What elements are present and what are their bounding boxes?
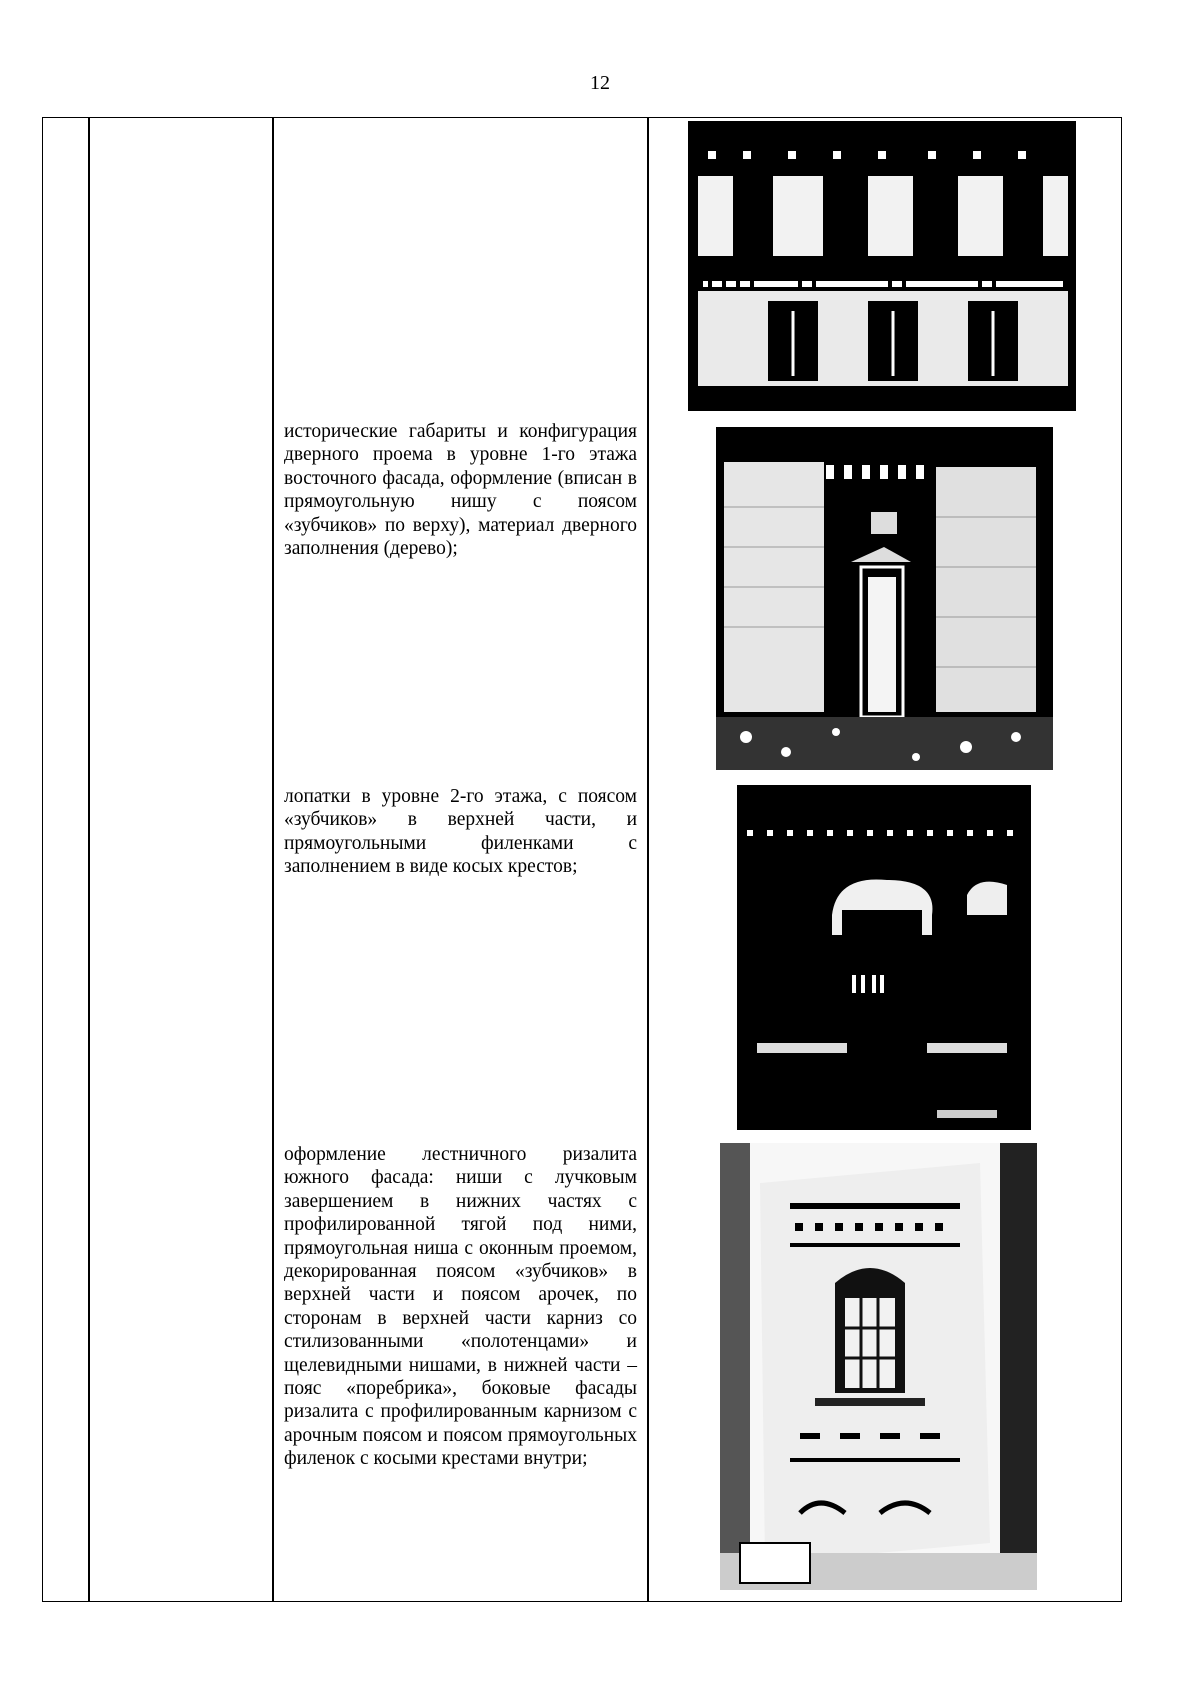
column-divider [88,117,90,1602]
row-description: исторические габариты и конфигурация дверного проема в уровне 1-го этажа восточного фасада, оформление (вписан в прямоугольную нишу с поясом «зубчиков» по верху), материал дверного заполнения (дерево); [284,421,637,560]
row-description: лопатки в уровне 2-го этажа, с поясом «зубчиков» в верхней части, и прямоугольными филенками с заполнением в виде косых крестов; [284,786,637,878]
pilaster-photo [737,785,1031,1130]
column-divider [272,117,274,1602]
page-number: 12 [590,72,610,94]
row-description: оформление лестничного ризалита южного фасада: ниши с лучковым завершением в нижних частях с профилированной тягой под ними, прямоугольная ниша с оконным проемом, декорированная поясом «зубчиков» в верхней части и поясом арочек, по сторонам в верхней части карниз со стилизованными «полотенцами» и щелевидными нишами, в нижней части – пояс «поребрика», боковые фасады ризалита с профилированным карнизом с арочным поясом и поясом прямоугольных филенок с косыми крестами внутри; [284,1144,637,1470]
doorway-photo [716,427,1053,770]
building-facade-photo [688,121,1076,411]
stair-risalit-photo [720,1143,1037,1590]
column-divider [647,117,649,1602]
